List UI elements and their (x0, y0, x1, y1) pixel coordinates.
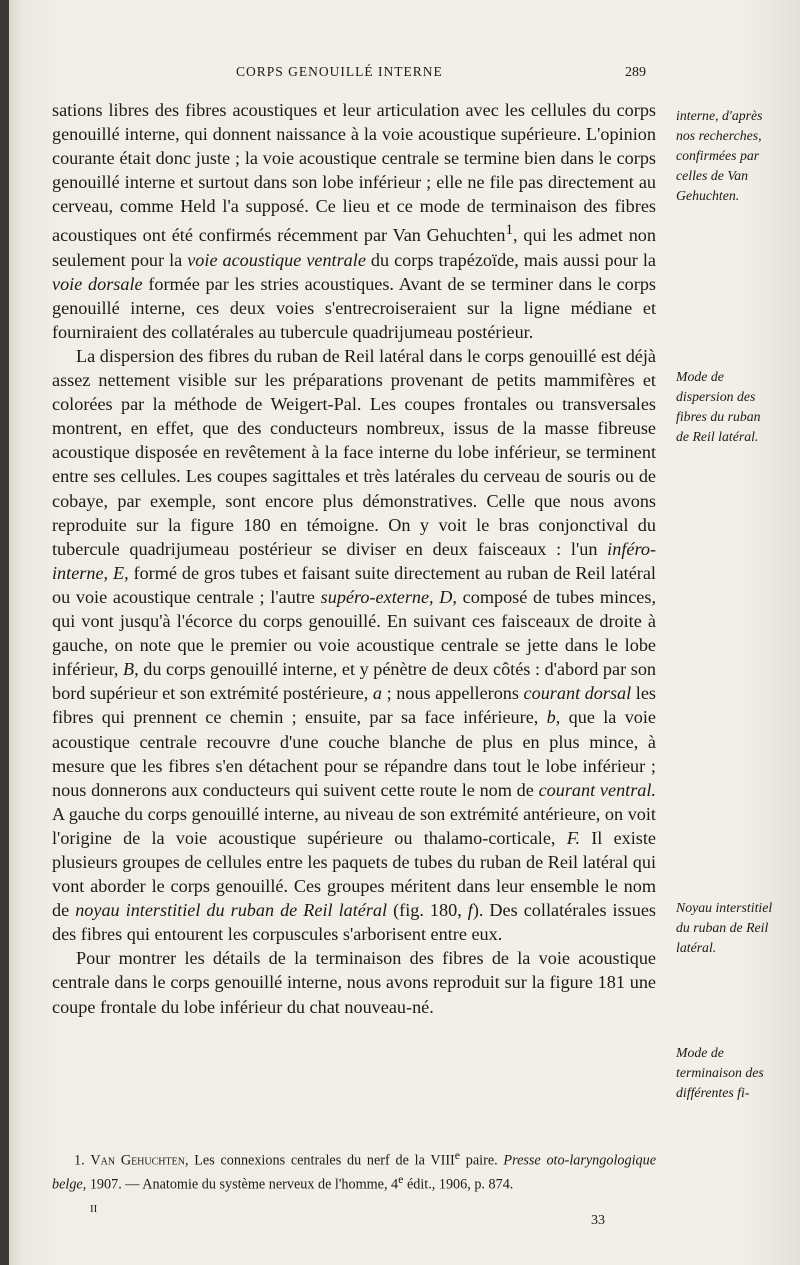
p2-text-b: formé de gros tubes et faisant suite directement au ruban de Reil latéral ou voie acoustique centrale ; l'autre (52, 562, 656, 607)
binding-edge (0, 0, 9, 1265)
footnote-1 (52, 1146, 656, 1193)
p2-italic-2: supéro-externe, D, (320, 586, 457, 607)
p2-text-h: A gauche du corps genouillé interne, au niveau de son extrémité antérieure, on voit l'origine de la voie acoustique supérieure ou thalamo-corticale, (52, 803, 656, 848)
p2-text-a: La dispersion des fibres du ruban de Reil latéral dans le corps genouillé est déjà assez nettement visible sur les préparations provenant de petits mammifères et colorées par la méthode de Weigert-Pal. Les coupes frontales ou transversales montrent, en effet, que des conducteurs nombreux, issus de la masse fibreuse acoustique disposée en revêtement à la face interne du lobe inférieur, se terminent entre ses cellules. Les coupes sagittales et très latérales du cerveau de souris ou de cobaye, par exemple, sont encore plus démonstratives. Celle que nous avons reproduite sur la figure 180 en témoigne. On y voit le bras conjonctival du tubercule quadrijumeau postérieur se diviser en deux faisceaux : l'un (52, 346, 656, 559)
running-title: CORPS GENOUILLÉ INTERNE (236, 64, 443, 79)
p2-italic-1: inféro-interne, E, (52, 538, 656, 583)
margin-note-1: interne, d'après nos recherches, confirmées par celles de Van Gehuchten. (676, 108, 763, 203)
footnote-number: 1. (74, 1152, 85, 1169)
margin-note-4: Mode de terminaison des différentes fi- (676, 1045, 764, 1100)
footnote (52, 1146, 656, 1193)
sheet-number: 33 (591, 1213, 605, 1228)
footnote-text-a: Les connexions centrales du nerf de la VIII (188, 1152, 455, 1169)
p2-italic-6: b, (546, 707, 561, 728)
paragraph-1 (52, 98, 656, 344)
paragraph-3: Pour montrer les détails de la terminaison des fibres de la voie acoustique centrale dans le corps genouillé interne, nous avons reproduit sur la figure 181 une coupe frontale du lobe inférieur du chat nouveau-né. (52, 948, 656, 1017)
footnote-text-c: 1907. — Anatomie du système nerveux de l'homme, 4 (86, 1176, 399, 1193)
p2-italic-3: B, (123, 659, 139, 680)
signature-mark: II (90, 1203, 98, 1215)
p2-text-d: du corps genouillé interne, et y pénètre de deux côtés : d'abord par son bord supérieur et son extrémité postérieure, (52, 659, 657, 704)
p1-text-b: , qui les admet non seulement pour la (52, 225, 656, 270)
footnote-text-d: édit., 1906, p. 874. (403, 1176, 514, 1193)
p2-text-l: ). Des collatérales issues des fibres qui entourent les corpuscules s'arborisent entre eux. (52, 900, 656, 945)
p2-text-e: ; nous appellerons (381, 683, 524, 704)
margin-note-2: Mode de dispersion des fibres du ruban de Reil latéral. (676, 369, 761, 444)
p1-italic-1: voie acoustique ventrale (187, 249, 366, 270)
footnote-journal: Presse oto-laryngologique belge, (52, 1152, 657, 1193)
footnote-author: Van Gehuchten, (90, 1152, 189, 1169)
p2-italic-7: courant ventral. (538, 779, 656, 800)
footnote-sup-2: e (398, 1171, 404, 1186)
paragraph-2 (52, 344, 656, 946)
p2-text-f: les fibres qui prennent ce chemin ; ensuite, par sa face inférieure, (52, 683, 656, 728)
p2-italic-8: F. (566, 827, 581, 848)
p2-italic-5: courant dorsal (523, 683, 632, 704)
footnote-sup: e (454, 1148, 461, 1162)
p2-italic-9: noyau interstitiel du ruban de Reil latéral (75, 900, 388, 921)
p2-italic-10: f (467, 900, 473, 921)
main-text (52, 98, 656, 1019)
margin-note-3: Noyau interstitiel du ruban de Reil latéral. (676, 900, 773, 955)
p2-text-c: composé de tubes minces, qui vont jusqu'à l'écorce du corps genouillé. En suivant ces faisceaux de droite à gauche, on note que le premier ou voie acoustique centrale se jette dans le lobe inférieur, (52, 586, 656, 680)
page-number: 289 (625, 65, 646, 80)
footnote-ref: 1 (505, 221, 514, 239)
p2-text-j: Il existe plusieurs groupes de cellules entre les paquets de tubes du ruban de Reil latéral qui vont aborder le corps genouillé. Ces groupes méritent dans leur ensemble le nom de (52, 827, 656, 921)
p1-text-d: formée par les stries acoustiques. Avant de se terminer dans le corps genouillé interne, ces deux voies s'entrecroiseraient sur la ligne médiane et fourniraient des collatérales au tubercule quadrijumeau postérieur. (52, 273, 656, 342)
footnote-text-b: paire. (460, 1152, 504, 1169)
p1-italic-2: voie dorsale (52, 273, 143, 294)
p2-text-g: que la voie acoustique centrale recouvre d'une couche blanche de plus en plus mince, à mesure que les fibres s'en détachent pour se répandre dans tout le lobe inférieur ; nous donnerons aux conducteurs qui suivent cette route le nom de (52, 707, 657, 800)
p2-italic-4: a (372, 683, 382, 704)
p1-text-c: du corps trapézoïde, mais aussi pour la (365, 249, 656, 270)
p2-text-k: (fig. 180, (387, 900, 468, 921)
p1-text-a: sations libres des fibres acoustiques et leur articulation avec les cellules du corps genouillé interne, qui donnent naissance à la voie acoustique supérieure. L'opinion courante était donc juste ; la voie acoustique centrale se termine bien dans le corps genouillé interne et surtout dans son lobe inférieur ; elle ne file pas directement au cerveau, comme Held l'a supposé. Ce lieu et ce mode de terminaison des fibres acoustiques ont été confirmés récemment par Van Gehuchten (52, 100, 656, 246)
